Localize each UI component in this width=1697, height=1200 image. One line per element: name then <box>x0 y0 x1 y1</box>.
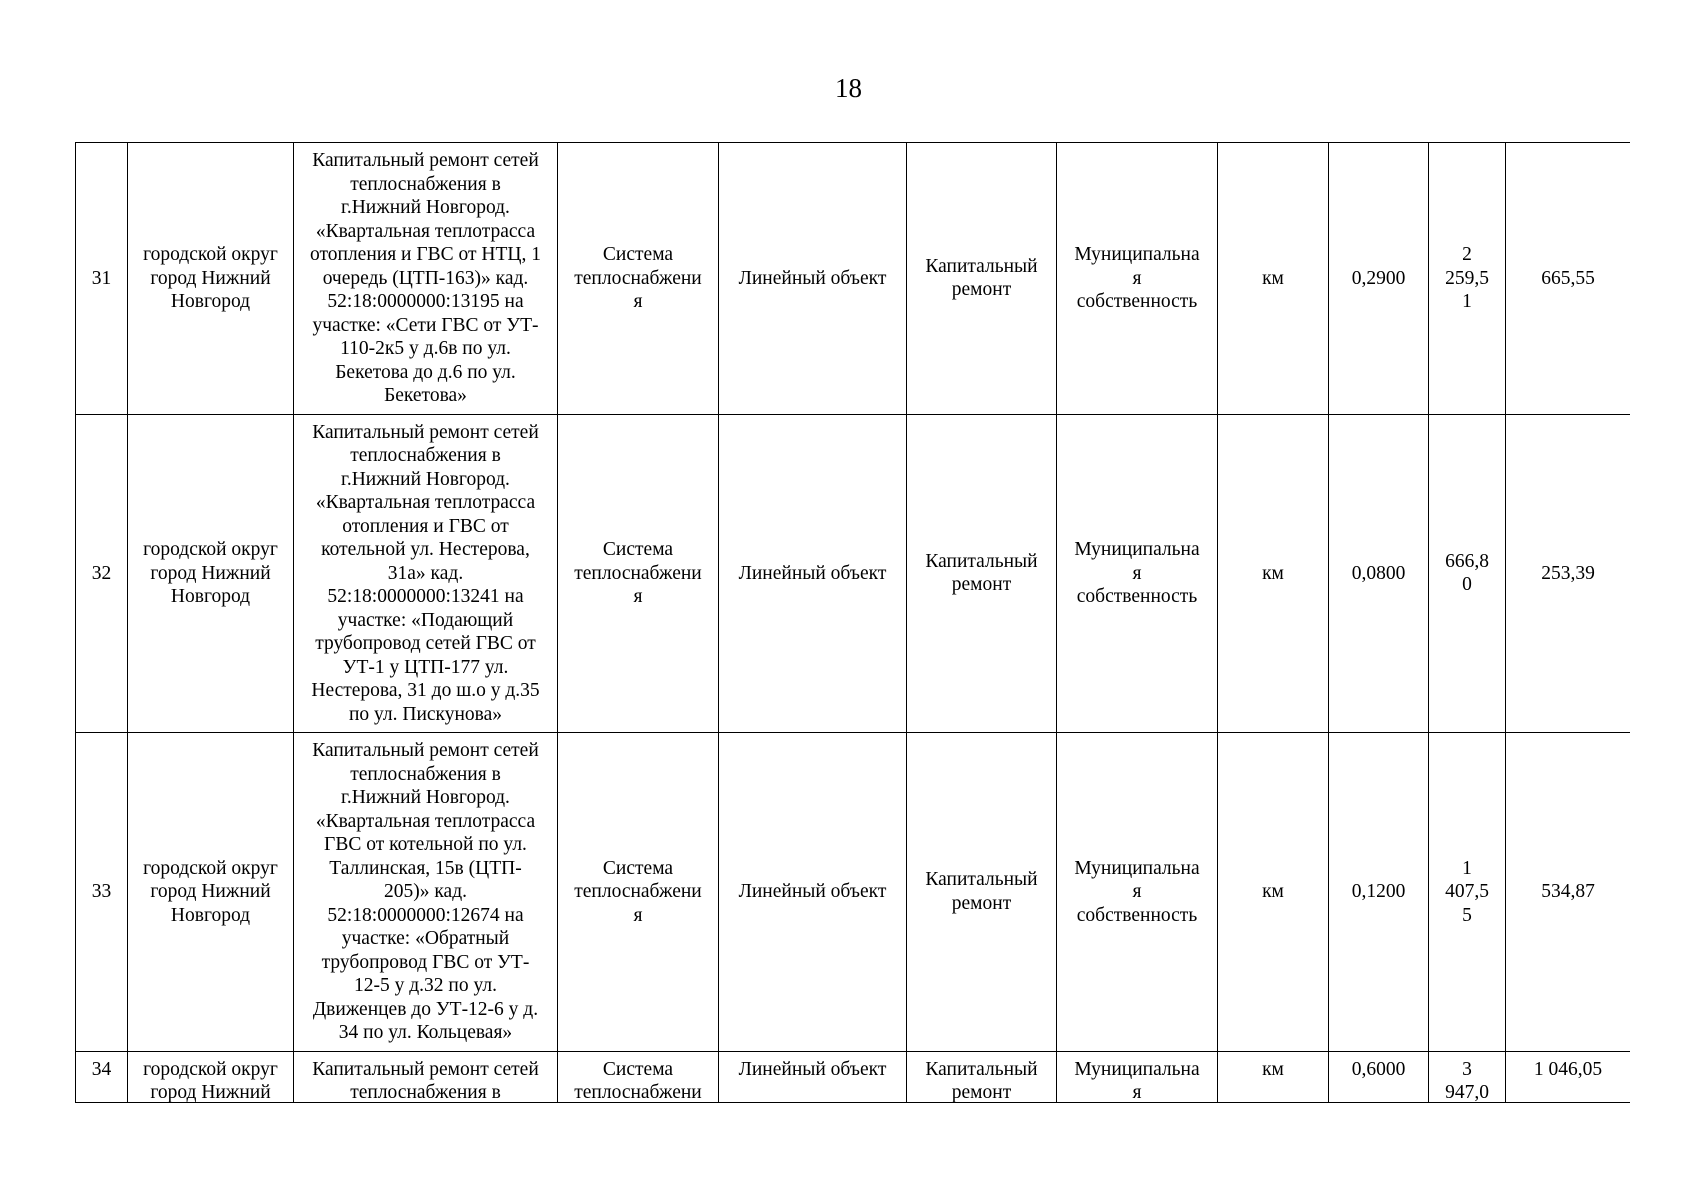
cell-text-line: 5 <box>1462 904 1472 926</box>
cell-text-line: я <box>633 904 643 926</box>
cell-text-line: очередь (ЦТП-163)» кад. <box>322 267 529 289</box>
cell-text-line: 110-2к5 у д.6в по ул. <box>340 338 511 359</box>
cell-text-line: ГВС от котельной по ул. <box>324 834 527 855</box>
cell-description <box>294 1051 558 1103</box>
cell-text-line: 31а» кад. <box>387 562 464 584</box>
cell-text-line: Капитальный <box>925 1058 1038 1080</box>
cell-text-line: Капитальный ремонт сетей <box>312 421 539 443</box>
cell-object-type <box>719 143 907 415</box>
cell-ownership <box>1057 1051 1218 1103</box>
cell-text-line: Движенцев до УТ-12-6 у д. <box>312 998 539 1020</box>
table-body <box>76 143 1631 1104</box>
cell-system <box>558 1051 719 1103</box>
cell-text-line: 3 <box>1462 1058 1472 1080</box>
cell-text-line: УТ-1 у ЦТП-177 ул. <box>342 656 509 678</box>
cell-text-line: теплоснабжения в <box>350 763 501 785</box>
cell-text-line: 666,8 <box>1445 550 1489 572</box>
cell-object-type <box>719 733 907 1052</box>
cell-length <box>1329 1051 1429 1103</box>
cell-text-line: г.Нижний Новгород. <box>341 197 510 218</box>
cell-territory <box>128 733 294 1052</box>
cell-text-line: теплоснабжения в <box>350 173 501 195</box>
cell-value-2 <box>1506 414 1631 733</box>
cell-text: Линейный объект <box>738 1058 887 1080</box>
cell-text-line: город Нижний <box>150 1082 271 1103</box>
cell-text: 0,2900 <box>1351 267 1406 289</box>
cell-text-line: ремонт <box>951 574 1012 596</box>
cell-text-line: «Квартальная теплотрасса <box>315 810 536 832</box>
cell-value-2 <box>1506 733 1631 1052</box>
cell-text-line: ремонт <box>951 1082 1012 1103</box>
cell-text-line: отопления и ГВС от <box>342 515 509 537</box>
cell-text-line: Бекетова до д.6 по ул. <box>335 361 516 383</box>
cell-description <box>294 143 558 415</box>
cell-number <box>76 143 128 415</box>
cell-text-line: трубопровод сетей ГВС от <box>315 633 536 654</box>
cell-length <box>1329 733 1429 1052</box>
cell-text-line: Муниципальна <box>1074 857 1200 879</box>
cell-text-line: 34 по ул. Кольцевая» <box>338 1022 513 1043</box>
cell-system <box>558 414 719 733</box>
cell-ownership <box>1057 414 1218 733</box>
cell-text-line: Новгород <box>170 904 251 926</box>
cell-text: Линейный объект <box>738 267 887 289</box>
cell-text-line: «Квартальная теплотрасса <box>315 220 536 242</box>
cell-text: км <box>1262 1058 1284 1080</box>
cell-unit <box>1218 143 1329 415</box>
cell-text: 534,87 <box>1541 881 1595 902</box>
cell-text-line: собственность <box>1076 904 1198 926</box>
cell-text-line: я <box>633 586 643 607</box>
cell-text-line: Бекетова» <box>384 385 467 406</box>
table-row <box>76 1051 1631 1103</box>
cell-text-line: Капитальный <box>925 869 1038 891</box>
cell-text-line: Капитальный ремонт сетей <box>312 1058 539 1080</box>
cell-text-line: участке: «Подающий <box>337 609 514 631</box>
cell-work-type <box>907 414 1057 733</box>
cell-territory <box>128 143 294 415</box>
cell-number <box>76 1051 128 1103</box>
cell-ownership <box>1057 143 1218 415</box>
cell-text-line: 0 <box>1462 574 1472 596</box>
cell-text-line: теплоснабжени <box>574 562 702 584</box>
cell-text-line: я <box>1132 1082 1142 1103</box>
cell-value-1 <box>1429 733 1506 1052</box>
cell-ownership <box>1057 733 1218 1052</box>
cell-text-line: 205)» кад. <box>384 881 467 902</box>
cell-text-line: по ул. Пискунова» <box>348 703 503 725</box>
cell-text-line: я <box>1132 881 1142 902</box>
cell-text-line: городской округ <box>143 539 278 560</box>
cell-territory <box>128 1051 294 1103</box>
cell-system <box>558 733 719 1052</box>
cell-text-line: г.Нижний Новгород. <box>341 468 510 490</box>
cell-text-line: я <box>1132 267 1142 289</box>
cell-text-line: 407,5 <box>1445 881 1489 902</box>
cell-text-line: теплоснабжени <box>574 267 702 289</box>
cell-object-type <box>719 1051 907 1103</box>
cell-text-line: собственность <box>1076 291 1198 312</box>
cell-text-line: Капитальный ремонт сетей <box>312 740 539 761</box>
cell-unit <box>1218 733 1329 1052</box>
cell-text-line: собственность <box>1076 586 1198 607</box>
cell-text: км <box>1262 562 1284 584</box>
cell-text-line: теплоснабжения в <box>350 1082 501 1103</box>
cell-text-line: Новгород <box>170 291 251 312</box>
cell-text-line: городской округ <box>143 857 278 879</box>
cell-territory <box>128 414 294 733</box>
cell-text: Линейный объект <box>738 881 887 902</box>
cell-value-1 <box>1429 143 1506 415</box>
cell-text-line: я <box>633 291 643 312</box>
table-row <box>76 414 1631 733</box>
cell-work-type <box>907 143 1057 415</box>
cell-text-line: ремонт <box>951 892 1012 914</box>
cell-text-line: городской округ <box>143 244 278 265</box>
cell-text: 665,55 <box>1541 267 1595 289</box>
cell-text-line: теплоснабжения в <box>350 445 501 466</box>
cell-text: 31 <box>91 267 112 289</box>
cell-text-line: 947,0 <box>1445 1082 1489 1103</box>
table-container <box>75 142 1630 1103</box>
cell-text-line: Новгород <box>170 586 251 607</box>
cell-text-line: участке: «Сети ГВС от УТ- <box>312 314 539 336</box>
cell-description <box>294 733 558 1052</box>
cell-text-line: 12-5 у д.32 по ул. <box>354 975 497 996</box>
cell-work-type <box>907 1051 1057 1103</box>
cell-value-1 <box>1429 414 1506 733</box>
table-row <box>76 143 1631 415</box>
cell-object-type <box>719 414 907 733</box>
cell-text-line: город Нижний <box>150 562 271 584</box>
cell-text: 0,1200 <box>1351 881 1406 902</box>
cell-text: 33 <box>91 881 112 902</box>
cell-text-line: Система <box>602 244 674 265</box>
cell-text-line: котельной ул. Нестерова, <box>321 539 530 560</box>
cell-text: Линейный объект <box>738 562 887 584</box>
cell-number <box>76 414 128 733</box>
cell-text-line: Капитальный <box>925 550 1038 572</box>
cell-text: 1 046,05 <box>1533 1058 1603 1080</box>
cell-length <box>1329 143 1429 415</box>
cell-number <box>76 733 128 1052</box>
cell-text-line: Система <box>602 857 674 879</box>
cell-text-line: участке: «Обратный <box>341 928 510 949</box>
cell-text-line: теплоснабжени <box>574 1082 702 1103</box>
cell-text-line: Муниципальна <box>1074 539 1200 560</box>
cell-text-line: Муниципальна <box>1074 244 1200 265</box>
objects-table <box>75 142 1630 1103</box>
cell-text: 0,0800 <box>1351 562 1406 584</box>
cell-text-line: город Нижний <box>150 267 271 289</box>
cell-text: 32 <box>91 562 112 584</box>
cell-text-line: Муниципальна <box>1074 1058 1200 1080</box>
cell-unit <box>1218 414 1329 733</box>
cell-text-line: 52:18:0000000:13195 на <box>327 291 524 312</box>
cell-unit <box>1218 1051 1329 1103</box>
table-row <box>76 733 1631 1052</box>
cell-text-line: Нестерова, 31 до ш.о у д.35 <box>311 680 540 701</box>
cell-value-1 <box>1429 1051 1506 1103</box>
cell-text-line: 52:18:0000000:12674 на <box>327 904 524 926</box>
cell-text-line: 259,5 <box>1445 267 1489 289</box>
cell-text-line: г.Нижний Новгород. <box>341 787 510 808</box>
cell-text-line: «Квартальная теплотрасса <box>315 492 536 513</box>
cell-text: 34 <box>91 1058 112 1080</box>
cell-text-line: Система <box>602 1058 674 1080</box>
cell-text-line: ремонт <box>951 279 1012 301</box>
cell-text-line: трубопровод ГВС от УТ- <box>321 951 530 973</box>
cell-text-line: Капитальный ремонт сетей <box>312 150 539 171</box>
cell-text-line: теплоснабжени <box>574 881 702 902</box>
page-number: 18 <box>835 73 862 103</box>
cell-text-line: Таллинская, 15в (ЦТП- <box>329 857 522 879</box>
cell-text-line: Капитальный <box>925 255 1038 277</box>
cell-text-line: я <box>1132 562 1142 584</box>
cell-text-line: городской округ <box>143 1058 278 1080</box>
cell-work-type <box>907 733 1057 1052</box>
cell-text: км <box>1262 881 1284 902</box>
cell-value-2 <box>1506 1051 1631 1103</box>
cell-text-line: 1 <box>1462 291 1472 312</box>
cell-text: км <box>1262 267 1284 289</box>
cell-description <box>294 414 558 733</box>
cell-text-line: отопления и ГВС от НТЦ, 1 <box>310 244 541 265</box>
cell-text: 0,6000 <box>1351 1058 1406 1080</box>
cell-text-line: 2 <box>1462 244 1472 265</box>
cell-length <box>1329 414 1429 733</box>
cell-value-2 <box>1506 143 1631 415</box>
cell-text-line: Система <box>602 539 674 560</box>
cell-text-line: город Нижний <box>150 881 271 902</box>
cell-text: 253,39 <box>1541 562 1595 584</box>
cell-system <box>558 143 719 415</box>
cell-text-line: 52:18:0000000:13241 на <box>327 586 524 607</box>
cell-text-line: 1 <box>1462 857 1472 879</box>
